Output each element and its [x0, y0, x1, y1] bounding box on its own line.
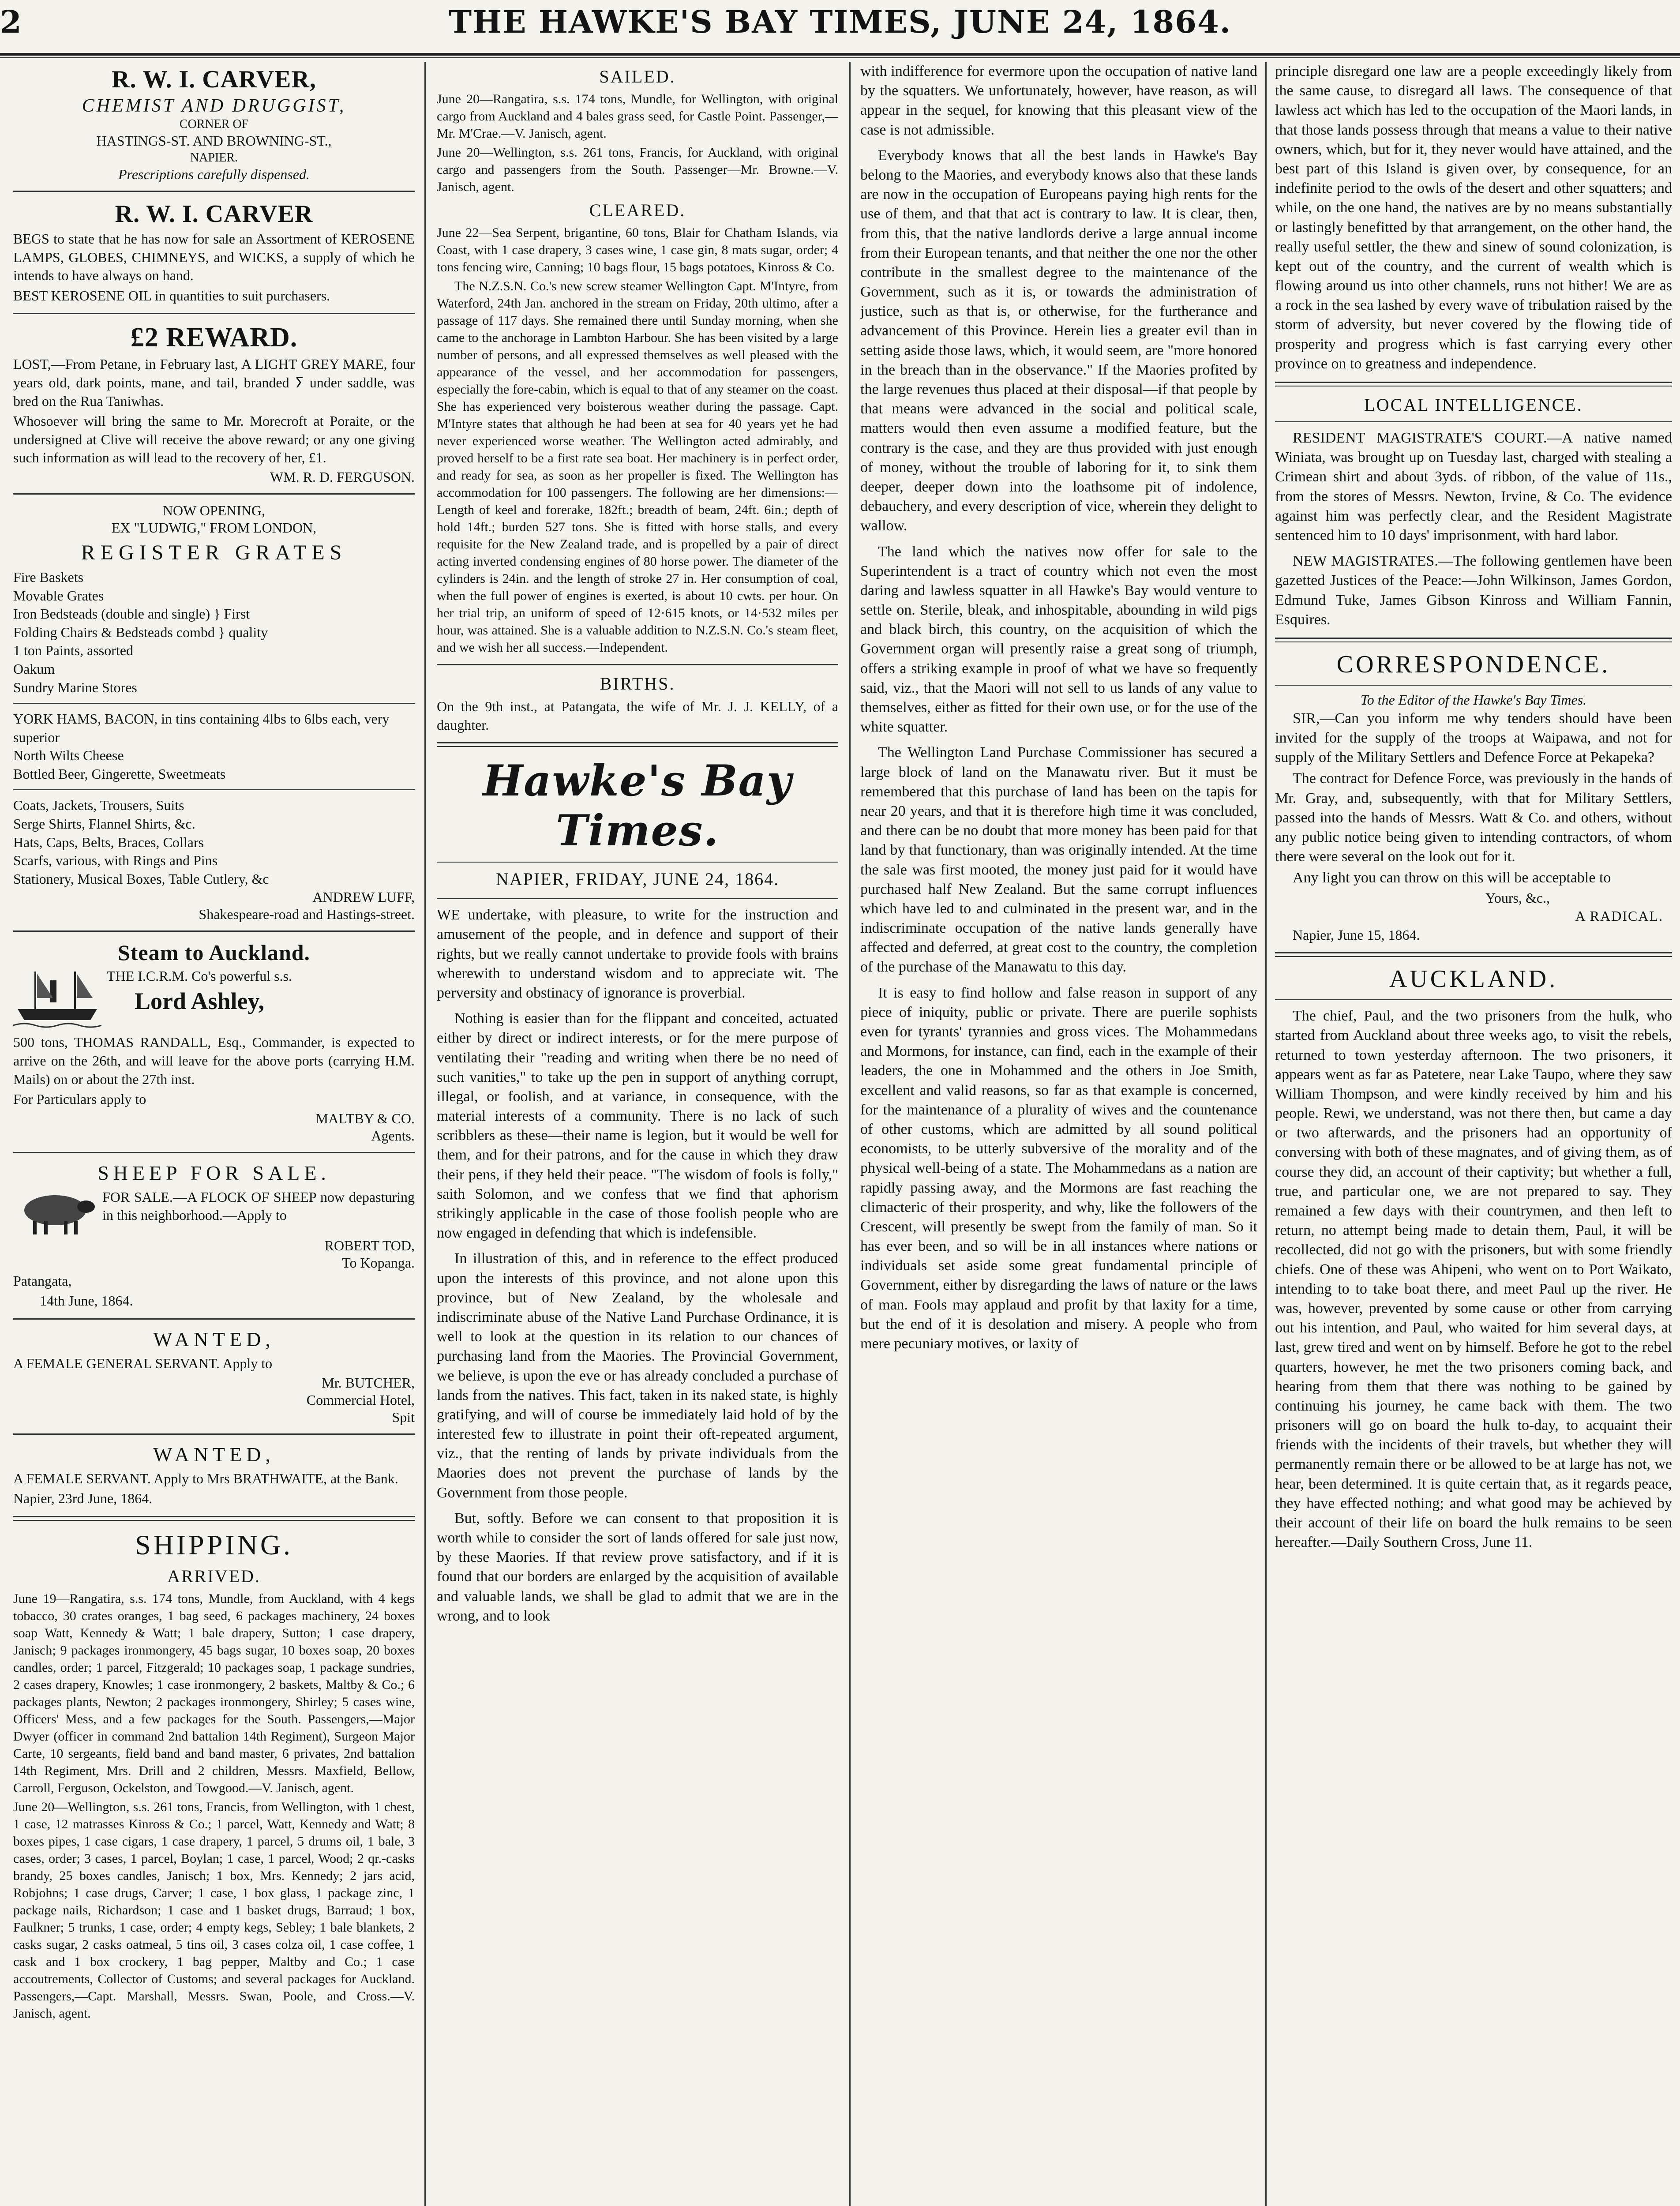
advert-intro: THE I.C.R.M. Co's powerful s.s. — [107, 968, 292, 984]
advert-place: Patangata, — [13, 1272, 72, 1289]
advert-line: EX "LUDWIG," FROM LONDON, — [111, 519, 317, 536]
advert-title: WANTED, — [153, 1443, 275, 1466]
letter-date: Napier, June 15, 1864. — [1293, 927, 1420, 943]
column-rule — [1265, 62, 1267, 2206]
advert-title: R. W. I. CARVER — [115, 200, 313, 228]
advert-title: £2 REWARD. — [130, 323, 298, 353]
carver-advert — [13, 65, 415, 183]
advert-list — [13, 568, 415, 697]
list-item: Scarfs, various, with Rings and Pins — [13, 852, 218, 869]
news-paragraph: NEW MAGISTRATES.—The following gentlemen have been gazetted Justices of the Peace:—John Wilkinson, James Gordon, Edmund Tuke, James Gibson Kinross and William Fannin, Esquires. — [1275, 553, 1672, 628]
list-item: Serge Shirts, Flannel Shirts, &c. — [13, 816, 195, 832]
advert-signature: Spit — [392, 1409, 415, 1425]
luff-advert — [13, 503, 415, 923]
page-number: 2 — [0, 4, 22, 40]
page-title: THE HAWKE'S BAY TIMES, JUNE 24, 1864. — [448, 4, 1232, 40]
advert-streets: HASTINGS-ST. AND BROWNING-ST., — [96, 133, 332, 149]
editorial-paragraph: WE undertake, with pleasure, to write for the instruction and amusement of the people, and in defence and support of their rights, but we really cannot undertake to provide fools with brains wherewith to understand wisdom and to appreciate wit. The perversity and obstinacy of ignorance is proverbial. — [437, 907, 838, 1001]
news-paragraph: RESIDENT MAGISTRATE'S COURT.—A native named Winiata, was brought up on Tuesday last, charged with stealing a Crimean shirt and about 3yds. of ribbon, of the value of 11s., from the stores of Messrs. Newton, Irvine, & Co. The evidence against him was perfectly clear, and the Resident Magistrate sentenced him to 10 days' imprisonment, with hard labor. — [1275, 430, 1672, 544]
editorial-paragraph: The Wellington Land Purchase Commissioner has secured a large block of land on the Manawatu river. But it must be remembered that this purchase of land has been on the tapis for near 20 years, and that it is therefore high time it was concluded, and there can be no doubt that more money has been paid for that land by that functionary, than was originally intended. At the time the sale was first mooted, the money just paid for it would have purchased half New Zealand. But the same corrupt influences which have led to and culminated in the present war, and in the indiscriminate occupation of the native lands generally have affected and deferred, at great cost to the country, the completion of the purchase of the Manawatu to this day. — [860, 744, 1257, 975]
divider — [13, 1318, 415, 1320]
section-title: SHIPPING. — [135, 1529, 293, 1561]
editorial-paragraph: The land which the natives now offer for sale to the Superintendent is a tract of country which not even the most daring and lawless squatter in all Hawke's Bay would venture to settle on. Sterile, bleak, and inhospitable, abounding in wild pigs and black birch, this country, on the acquisition of which the Government organ will presently raise a great song of triumph, offers a striking example in proof of what we have so frequently said, viz., that the Maori will not sell to us lands of any value to themselves, either as fitted for their own use, or for the use of the white squatter. — [860, 543, 1257, 735]
advert-signature: To Kopanga. — [342, 1254, 415, 1271]
wanted-advert — [13, 1328, 415, 1426]
advert-body: LOST,—From Petane, in February last, A LIGHT GREY MARE, four years old, dark points, mane, and tail, branded ⵢ under saddle, was bred on the Rua Taniwhas. — [13, 356, 415, 409]
sheep-advert — [13, 1161, 415, 1310]
advert-signature: Mr. BUTCHER, — [322, 1374, 415, 1391]
steamer-box — [13, 967, 415, 1033]
divider — [1275, 952, 1672, 957]
letter-addressee: To the Editor of the Hawke's Bay Times. — [1360, 691, 1587, 708]
shipping-section — [13, 1529, 415, 2022]
ship-name: Lord Ashley, — [134, 988, 265, 1015]
column-1 — [13, 62, 415, 2206]
advert-body: For Particulars apply to — [13, 1091, 146, 1107]
sheep-icon — [13, 1188, 97, 1237]
section-title: AUCKLAND. — [1389, 965, 1558, 993]
advert-list — [13, 710, 415, 783]
divider — [13, 1152, 415, 1153]
editorial-paragraph: principle disregard one law are a people exceedingly likely from the same cause, to disregard all laws. The consequence of that lawless act which has led to the occupation of the Maori lands, in that those lands possess through that means a value to their native owners, which, but for it, they never would have attained, and the best part of this Island is given over, by consequence, for an indefinite period to the owls of the desert and other squatters; and while, on the one hand, the natives are by no means substantially or lastingly benefitted by that arrangement, on the other hand, the really useful settler, the thew and sinew of sound colonization, is kept out of the country, and the current of wealth which is flowing around us into other channels, runs not hither! We are as a rock in the sea lashed by every wave of tribulation raised by the storm of adversity, but never covered by the flowing tide of prosperity and progress which is fast carrying every other province on to greatness and independence. — [1275, 63, 1672, 372]
steamship-icon — [13, 967, 101, 1033]
divider — [13, 191, 415, 192]
advert-body: 500 tons, THOMAS RANDALL, Esq., Commander, is expected to arrive on the 26th, and will leave for the above ports (carrying H.M. Mails) on or about the 27th inst. — [13, 1034, 415, 1087]
editorial-paragraph: It is easy to find hollow and false reason in support of any piece of iniquity, public or private. There are puerile sophists even for tyrants' tyrannies and gross vices. The Mohammedans and Mormons, for instance, can find, each in the example of their leaders, the one in Mohammed and the others in Joe Smith, excellent and valid reasons, so far as that example is concerned, for the maintenance of a plurality of wives and the countenance of other customs, which are admitted by all sound political economists, to be utterly subversive of the morality and of the physical well-being of a state. The Mohammedans as a nation are rapidly passing away, and the Mormons are fast reaching the climacteric of their prosperity, and why, like the followers of the Crescent, will presently be swept from the family of man. So it has ever been, and so will be in all instances where nations or individuals set aside some great fundamental principle of Government, either by disregarding the laws of nature or the laws of man. Fools may applaud and profit by that laxity for a time, but the end of it is desolation and misery. A people who from mere pecuniary motives, or laxity of — [860, 984, 1257, 1352]
list-item: YORK HAMS, BACON, in tins containing 4lbs to 6lbs each, very superior — [13, 711, 390, 745]
divider — [13, 703, 415, 704]
dateline: NAPIER, FRIDAY, JUNE 24, 1864. — [495, 869, 780, 889]
advert-tagline: Prescriptions carefully dispensed. — [118, 166, 310, 182]
list-item: 1 ton Paints, assorted — [13, 642, 133, 659]
divider — [13, 493, 415, 495]
divider — [1275, 421, 1672, 422]
shipping-entry: June 20—Wellington, s.s. 261 tons, Francis, for Auckland, with original cargo and passengers from the South. Passenger—Mr. Browne.—V. Janisch, agent. — [437, 145, 838, 194]
list-item: North Wilts Cheese — [13, 747, 124, 764]
advert-title: Steam to Auckland. — [117, 940, 311, 965]
advert-signature: Commercial Hotel, — [306, 1392, 415, 1408]
advert-body: BEGS to state that he has now for sale an Assortment of KEROSENE LAMPS, GLOBES, CHIMNEYS, and WICKS, a supply of which he intends to have always on hand. — [13, 231, 415, 284]
news-paragraph: The N.Z.S.N. Co.'s new screw steamer Wellington Capt. M'Intyre, from Waterford, 24th Jan. anchored in the stream on Friday, 20th ultimo, after a passage of 117 days. She remained there until Sunday morning, when she came to the anchorage in Lambton Harbour. She has been visited by a large number of persons, and all expressed themselves as well pleased with the appearance of the vessel, and her accommodation for passengers, especially the fore-cabin, which is equal to that of any steamer on the coast. She has experienced very boisterous weather during the passage. Capt. M'Intyre states that although he had been at sea for 40 years yet he had never experienced worse weather. The Wellington acted admirably, and proved herself to be a first rate sea boat. Her machinery is in perfect order, and ready for sea, as soon as her propeller is fixed. The Wellington has accommodation for 100 passengers. The following are her dimensions:—Length of keel and forerake, 182ft.; breadth of beam, 24ft. 6in.; depth of hold 14ft.; burden 527 tons. She is fitted with horse stalls, and every requisite for the New Zealand trade, and is propelled by a pair of direct acting inverted condensing engines of 80 horse power. The diameter of the cylinders is 24in. and the length of stroke 27 in. Her consumption of coal, when the full power of engines is exerted, is about 10 cwts. per hour. On her trial trip, an uniform of speed of 12·615 knots, or 14·532 miles per hour, was attained. She is a valuable addition to N.Z.S.N. Co.'s steam fleet, and we wish her all success.—Independent. — [437, 279, 838, 655]
column-3 — [860, 62, 1257, 2206]
divider — [13, 313, 415, 314]
divider — [13, 789, 415, 790]
editorial-paragraph: with indifference for evermore upon the occupation of native land by the squatters. We unfortunately, however, have reason, as will appear in the sequel, for knowing that this pleasant view of the case is not admissible. — [860, 63, 1257, 138]
kerosene-advert — [13, 200, 415, 305]
advert-signature: ROBERT TOD, — [324, 1237, 415, 1253]
steamer-advert — [13, 940, 415, 1144]
column-rule — [424, 62, 426, 2206]
advert-signature: MALTBY & CO. — [315, 1110, 415, 1126]
advert-corner: CORNER OF — [179, 117, 249, 131]
list-item: Bottled Beer, Gingerette, Sweetmeats — [13, 765, 226, 782]
shipping-entry: June 20—Wellington, s.s. 261 tons, Francis, from Wellington, with 1 chest, 1 case, 12 matrasses Kinross & Co.; 1 parcel, Watt, Kennedy and Watt; 8 boxes pipes, 1 case cigars, 1 case drapery, 1 parcel, 5 drums oil, 1 bale, 3 cases, order; 3 cases, 1 parcel, Boylan; 1 case, 1 parcel, Wood; 2 qr.-casks brandy, 25 boxes candles, Janisch; 1 box, Mrs. Kennedy; 2 jars acid, Robjohns; 1 case drugs, Carver; 1 case, 1 box glass, 1 package zinc, 1 package nails, Richardson; 1 case and 1 basket drugs, Barraud; 1 box, Faulkner; 5 trunks, 1 case, order; 4 empty kegs, Sebley; 1 bale blankets, 2 casks sugar, 2 casks oatmeal, 5 tins oil, 3 cases colza oil, 1 case coffee, 1 cask and 1 box crockery, 1 bag pepper, Maltby and Co.; 1 case accoutrements, Collector of Customs; and several packages for Auckland. Passengers,—Capt. Marshall, Messrs. Swan, Poole, and Cross.—V. Janisch, agent. — [13, 1799, 415, 2021]
divider — [437, 862, 838, 863]
header-rule-thin — [0, 57, 1680, 58]
divider — [1275, 999, 1672, 1000]
advert-signature: ANDREW LUFF, — [312, 889, 415, 905]
advert-title: WANTED, — [153, 1328, 275, 1351]
advert-body: A FEMALE GENERAL SERVANT. Apply to — [13, 1355, 273, 1371]
editorial-paragraph: Everybody knows that all the best lands in Hawke's Bay belong to the Maories, and everybody knows also that these lands are now in the occupation of Europeans paying high rents for the use of them, and that that act is contrary to law. It is clear, then, from this, that the native landlords derive a large annual income from their European tenants, and that neither the one nor the other contribute in the smallest degree to the maintenance of the Government, such as it is, or towards the administration of justice, such as that is, or otherwise, for the furtherance and advancement of this Province. Herein lies a greater evil than in setting aside those laws, which, it would seem, are "more honored in the breach than in the observance." If the Maories profited by the large revenues thus placed at their disposal—if that people by that means were advanced in the social and political scale, matters would then even assume a modified feature, but the contrary is the case, and they are thus provided with just enough of money, without the trouble of laboring for it, to sink them deeper, deeper down into the loathsome pit of indolence, debauchery, and every description of vice, wherein they delight to wallow. — [860, 147, 1257, 534]
divider — [437, 664, 838, 665]
editorial-paragraph: Nothing is easier than for the flippant and conceited, actuated either by direct or indirect interests, or for the mere purpose of ventilating their "reading and writing when there be no need of such vanities," to take up the pen in support of anything corrupt, illegal, or foolish, and at variance, in consequence, with the material interests of a community. There is no lack of such scribblers as these—their name is legion, but it would be well for them, and for their patrons, and for the cause in which they draw their pens, if they held their peace. "The wisdom of fools is folly," saith Solomon, and we confess that we find that aphorism strikingly applicable in the case of those foolish people who are now engaged in defending that which is indefensible. — [437, 1010, 838, 1242]
section-subtitle: BIRTHS. — [600, 674, 675, 694]
advert-body: FOR SALE.—A FLOCK OF SHEEP now depasturing in this neighborhood.—Apply to — [102, 1189, 415, 1223]
advert-list — [13, 796, 415, 888]
shipping-entry: June 19—Rangatira, s.s. 174 tons, Mundle, from Auckland, with 4 kegs tobacco, 30 crates oranges, 1 bag seed, 6 packages machinery, 24 boxes soap Watt, Kennedy & Watt; 1 bale drapery, Sutton; 1 case drapery, Janisch; 9 packages ironmongery, 45 bags sugar, 10 boxes soap, 20 boxes candles, order; 1 parcel, Fitzgerald; 10 packages soap, 1 package sundries, 2 cases drapery, Knowles; 1 case ironmongery, 2 baskets, Maltby & Co.; 6 packages plants, Newton; 2 packages ironmongery, Shirley; 5 cases wine, Officers' Mess, and a few packages for the South. Passengers,—Major Dwyer (officer in command 2nd battalion 14th Regiment), Surgeon Major Carte, 10 sergeants, field band and band master, 6 privates, 2nd battalion 14th Regiment, Mrs. Drill and 2 children, Messrs. Maxfield, Bellow, Carroll, Ferguson, Ockelston, and Towgood.—V. Janisch, agent. — [13, 1591, 415, 1795]
advert-town: NAPIER. — [190, 151, 238, 165]
section-subtitle: SAILED. — [599, 67, 676, 86]
letter-closing: Yours, &c., — [1485, 889, 1550, 906]
list-item: Folding Chairs & Bedsteads combd } quality — [13, 624, 268, 640]
header-rule — [0, 53, 1680, 56]
list-item: Iron Bedsteads (double and single) } First — [13, 606, 250, 622]
list-item: Sundry Marine Stores — [13, 679, 137, 695]
page-header — [0, 0, 1680, 53]
divider — [1275, 638, 1672, 642]
divider — [437, 898, 838, 899]
letter-paragraph: SIR,—Can you inform me why tenders should have been invited for the supply of the troops at Waipawa, and not for supply of the Military Settlers and Defence Force at Pekapeka? — [1275, 710, 1672, 766]
column-2 — [437, 62, 838, 2206]
list-item: Stationery, Musical Boxes, Table Cutlery, &c — [13, 870, 269, 887]
divider — [13, 930, 415, 932]
section-title: CORRESPONDENCE. — [1336, 650, 1611, 678]
divider — [13, 1516, 415, 1521]
letter-signature: A RADICAL. — [1575, 908, 1663, 924]
advert-address: Shakespeare-road and Hastings-street. — [199, 906, 415, 923]
advert-date: Napier, 23rd June, 1864. — [13, 1490, 153, 1507]
sheep-box — [13, 1188, 415, 1237]
divider — [13, 1433, 415, 1435]
shipping-entry: June 20—Rangatira, s.s. 174 tons, Mundle, for Wellington, with original cargo from Auckland and 4 bales grass seed, for Castle Point. Passenger,—Mr. M'Crae.—V. Janisch, agent. — [437, 92, 838, 141]
reward-advert — [13, 322, 415, 485]
advert-body: Whosoever will bring the same to Mr. Morecroft at Poraite, or the undersigned at Clive will receive the above reward; or any one giving such information as will lead to the recovery of her, £1. — [13, 413, 415, 466]
advert-title: REGISTER GRATES — [81, 540, 347, 564]
list-item: Movable Grates — [13, 587, 104, 604]
wanted-advert — [13, 1443, 415, 1508]
divider — [1275, 382, 1672, 386]
advert-trade: CHEMIST AND DRUGGIST, — [82, 96, 346, 116]
list-item: Hats, Caps, Belts, Braces, Collars — [13, 834, 204, 850]
advert-title: R. W. I. CARVER, — [112, 66, 316, 93]
editorial-paragraph: In illustration of this, and in reference to the effect produced upon the interests of this province, and not alone upon this province, but of New Zealand, by the wholesale and indiscriminate abuse of the Native Land Purchase Ordinance, it is well to look at the question in its relation to our chances of purchasing land from the Maories. The Provincial Government, we believe, is upon the eve or has already concluded a purchase of lands from the natives. This fact, taken in its naked state, is highly gratifying, and will of course be immediately laid hold of by the interested few to illustrate in point their oft-repeated argument, viz., that the renting of lands by private individuals from the Maories does not prevent the purchase of lands by the Government from those people. — [437, 1250, 838, 1501]
letter-paragraph: The contract for Defence Force, was previously in the hands of Mr. Gray, and, subsequently, with that for Military Settlers, passed into the hands of Messrs. Watt & Co. and others, without any public notice being given to intending contractors, of whom there were several on the look out for it. — [1275, 770, 1672, 865]
list-item: Fire Baskets — [13, 569, 84, 585]
advert-date: 14th June, 1864. — [40, 1293, 133, 1309]
news-paragraph: The chief, Paul, and the two prisoners from the hulk, who started from Auckland about three weeks ago, to visit the rebels, returned to town yesterday afternoon. The two prisoners, it appears went as far as Patetere, near Lake Taupo, where they saw William Thompson, and were kindly received by him and his people. Rewi, we understand, was not there then, but came a day or two afterwards, and the prisoners had an opportunity of conversing with both of these magnates, and of giving them, as of course they did, an account of their captivity; but whether a full, true, and particular one, we are not prepared to say. They remained a few days with their countrymen, and then left to return, no attempt being made to detain them, Paul, it will be recollected, did not go with the prisoners, but with some friendly chiefs. One of these was Ahipeni, who went on to Port Waikato, intending to to take boat there, and meet Paul up the river. He was, however, prevented by some cause or other from carrying out his intention, and Paul, who waited for him several days, at last, grew tired and went on by himself. Before he got to the rebel quarters, however, he met the two prisoners coming back, and hearing from them that there was nothing to be gained by continuing his journey, he came back with them. The two prisoners will go on board the hulk to-day, to acquaint their friends with the incidents of their travels, but whether they will permanently remain there or be allowed to be at large has not, we hear, been determined. It is quite certain that, as it regards peace, they have effected nothing; and what good may be achieved by their account of their life on board the hulk remains to be seen hereafter.—Daily Southern Cross, June 11. — [1275, 1008, 1672, 1551]
birth-notice: On the 9th inst., at Patangata, the wife of Mr. J. J. KELLY, of a daughter. — [437, 698, 838, 733]
advert-line: NOW OPENING, — [162, 502, 266, 518]
section-subtitle: ARRIVED. — [167, 1566, 261, 1586]
editorial-paragraph: But, softly. Before we can consent to that proposition it is worth while to consider the sort of lands offered for sale just now, by these Maories. If that review prove satisfactory, and if it is found that our borders are enlarged by the acquisition of available and valuable lands, we shall be glad to admit that we are in the wrong, and to look — [437, 1510, 838, 1624]
advert-title: SHEEP FOR SALE. — [98, 1161, 330, 1184]
advert-body: A FEMALE SERVANT. Apply to Mrs BRATHWAITE, at the Bank. — [13, 1470, 398, 1486]
column-4 — [1275, 62, 1672, 2206]
divider — [1275, 685, 1672, 686]
divider — [437, 742, 838, 747]
letter-paragraph: Any light you can throw on this will be acceptable to — [1293, 870, 1611, 886]
advert-body: BEST KEROSENE OIL in quantities to suit purchasers. — [13, 287, 330, 304]
section-subtitle: CLEARED. — [589, 200, 686, 220]
list-item: Coats, Jackets, Trousers, Suits — [13, 797, 184, 814]
column-rule — [849, 62, 851, 2206]
advert-signature: WM. R. D. FERGUSON. — [270, 469, 415, 485]
list-item: Oakum — [13, 660, 55, 677]
masthead: Hawke's Bay Times. — [483, 756, 792, 856]
advert-signature: Agents. — [371, 1127, 415, 1144]
section-title: LOCAL INTELLIGENCE. — [1364, 395, 1583, 415]
shipping-entry: June 22—Sea Serpent, brigantine, 60 tons, Blair for Chatham Islands, via Coast, with 1 case drapery, 3 cases wine, 1 case gin, 8 mats sugar, order; 4 tons fencing wire, Canning; 10 bags flour, 15 bags potatoes, Kinross & Co. — [437, 225, 838, 274]
